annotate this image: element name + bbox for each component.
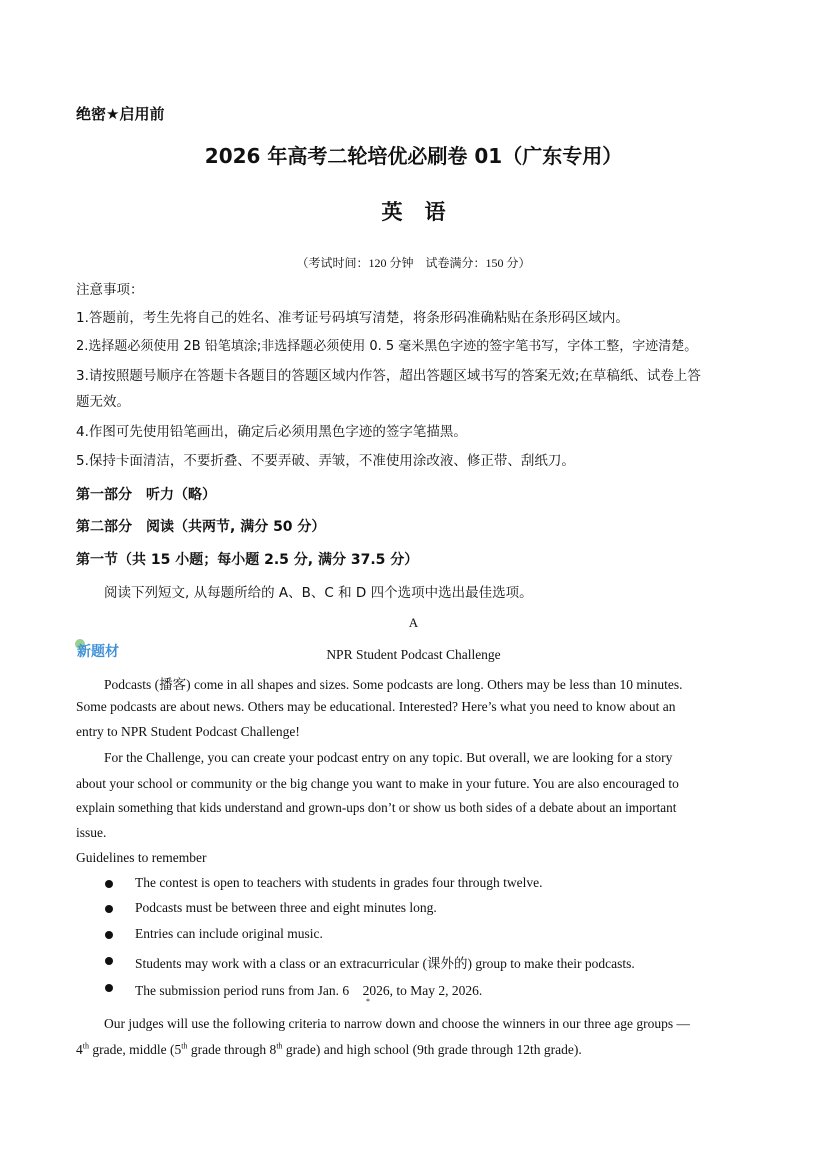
notice-item: 题无效。	[76, 394, 130, 410]
paragraph-line: Our judges will use the following criteria to narrow down and choose the winners in our three age groups —	[104, 1016, 690, 1031]
ordinal-suffix: th	[276, 1041, 283, 1051]
notice-item: 3.请按照题号顺序在答题卡各题目的答题区域内作答，超出答题区域书写的答案无效;在草稿纸、试卷上答	[76, 368, 701, 384]
guideline-item: The contest is open to teachers with students in grades four through twelve.	[135, 875, 543, 890]
notice-item: 4.作图可先使用铅笔画出，确定后必须用黑色字迹的签字笔描黑。	[76, 424, 467, 440]
guideline-item: Podcasts must be between three and eight minutes long.	[135, 900, 437, 915]
paragraph-line: issue.	[76, 825, 107, 840]
notice-heading: 注意事项：	[76, 282, 144, 298]
guidelines-heading: Guidelines to remember	[76, 850, 207, 865]
grade-number: 4	[76, 1042, 83, 1057]
paragraph-line: explain something that kids understand and grown-ups don’t or show us both sides of a debate about an important	[76, 800, 677, 815]
text-fragment: grade) and high school (9th grade through 12th grade).	[282, 1042, 582, 1057]
passage-letter: A	[408, 615, 419, 630]
bullet-icon	[105, 931, 113, 939]
notice-item: 1.答题前，考生先将自己的姓名、准考证号码填写清楚，将条形码准确粘贴在条形码区域内。	[76, 310, 629, 326]
paragraph-line: For the Challenge, you can create your podcast entry on any topic. But overall, we are looking for a story	[104, 750, 673, 765]
ordinal-suffix: th	[181, 1041, 188, 1051]
exam-title: 2026 年高考二轮培优必刷卷 01（广东专用）	[204, 144, 623, 168]
bullet-icon	[105, 957, 113, 965]
part-two-heading: 第二部分 阅读（共两节, 满分 50 分）	[76, 519, 326, 535]
reading-instruction: 阅读下列短文, 从每题所给的 A、B、C 和 D 四个选项中选出最佳选项。	[104, 585, 533, 601]
text-fragment: grade, middle (5	[88, 1042, 182, 1057]
badge-label: 新题材	[77, 644, 119, 660]
confidential-mark: 绝密★启用前	[76, 105, 165, 123]
paragraph-line: Podcasts (播客) come in all shapes and sizes. Some podcasts are long. Others may be less than 10 minutes.	[104, 677, 683, 692]
notice-item: 2.选择题必须使用 2B 铅笔填涂;非选择题必须使用 0. 5 毫米黑色字迹的签字笔书写，字体工整，字迹清楚。	[76, 339, 698, 354]
paragraph-line: Some podcasts are about news. Others may be educational. Interested? Here’s what you need to know about an	[76, 699, 676, 714]
guideline-item: Students may work with a class or an extracurricular (课外的) group to make their podcasts.	[135, 956, 635, 971]
notice-item: 5.保持卡面清洁，不要折叠、不要弄破、弄皱，不准使用涂改液、修正带、刮纸刀。	[76, 453, 575, 469]
ordinal-suffix: th	[82, 1041, 89, 1051]
guideline-item: Entries can include original music.	[135, 926, 323, 941]
passage-title: NPR Student Podcast Challenge	[326, 647, 501, 662]
section-one-heading: 第一节（共 15 小题；每小题 2.5 分, 满分 37.5 分）	[76, 552, 419, 568]
exam-info: （考试时间：120 分钟 试卷满分：150 分）	[296, 256, 531, 270]
bullet-icon	[105, 984, 113, 992]
stray-mark: *	[366, 997, 370, 1006]
subject-title: 英语	[381, 200, 468, 224]
text-fragment: grade through 8	[187, 1042, 277, 1057]
bullet-icon	[105, 880, 113, 888]
guideline-item: The submission period runs from Jan. 6 2026, to May 2, 2026.	[135, 983, 483, 998]
paragraph-line	[76, 1042, 582, 1058]
part-one-heading: 第一部分 听力（略）	[76, 487, 216, 503]
bullet-icon	[105, 905, 113, 913]
paragraph-line: entry to NPR Student Podcast Challenge!	[76, 724, 300, 739]
paragraph-line: about your school or community or the big change you want to make in your future. You are also encouraged to	[76, 776, 679, 791]
